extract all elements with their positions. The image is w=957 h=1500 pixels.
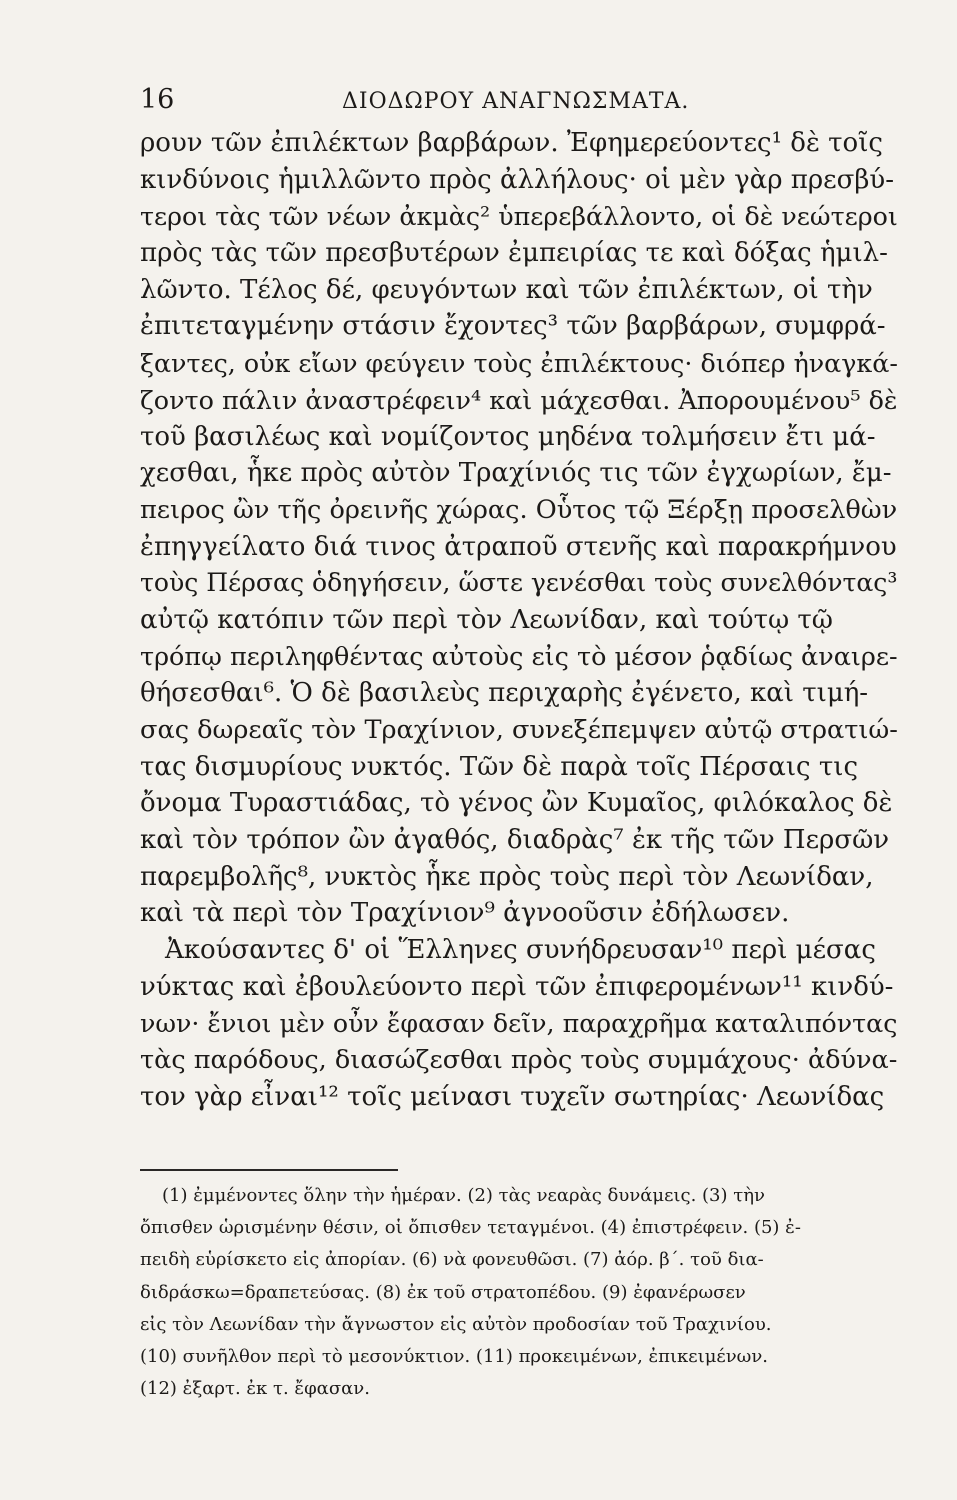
text-line: παρεμβολῆς⁸, νυκτὸς ἧκε πρὸς τοὺς περὶ τὸν Λεωνίδαν,: [140, 861, 874, 892]
paragraph-start-line: Ἀκούσαντες δ' οἱ Ἕλληνες συνήδρευσαν¹⁰ περὶ μέσας: [165, 935, 876, 966]
text-line: πειρος ὢν τῆς ὀρεινῆς χώρας. Οὗτος τῷ Ξέρξῃ προσελθὼν: [140, 494, 898, 525]
text-line: τεροι τὰς τῶν νέων ἀκμὰς² ὑπερεβάλλοντο, οἱ δὲ νεώτεροι: [140, 201, 898, 232]
text-line: νων· ἔνιοι μὲν οὖν ἔφασαν δεῖν, παραχρῆμα καταλιπόντας: [140, 1008, 898, 1038]
footnotes: [140, 1180, 898, 1405]
text-line: ὄνομα Τυραστιάδας, τὸ γένος ὢν Κυμαῖος, φιλόκαλος δὲ: [140, 788, 893, 819]
text-line: τρόπῳ περιληφθέντας αὐτοὺς εἰς τὸ μέσον ῥᾳδίως ἀναιρε-: [140, 641, 898, 672]
text-line: χεσθαι, ἧκε πρὸς αὐτὸν Τραχίνιός τις τῶν ἐγχωρίων, ἔμ-: [140, 458, 892, 489]
text-line: σας δωρεαῖς τὸν Τραχίνιον, συνεξέπεμψεν αὐτῷ στρατιώ-: [140, 715, 898, 745]
text-line: αὐτῷ κατόπιν τῶν περὶ τὸν Λεωνίδαν, καὶ τούτῳ τῷ: [140, 604, 834, 635]
text-line: λῶντο. Τέλος δέ, φευγόντων καὶ τῶν ἐπιλέκτων, οἱ τὴν: [140, 274, 873, 305]
text-line: νύκτας καὶ ἐβουλεύοντο περὶ τῶν ἐπιφερομένων¹¹ κινδύ-: [140, 971, 894, 1002]
text-line: ρουν τῶν ἐπιλέκτων βαρβάρων. Ἐφημερεύοντες¹ δὲ τοῖς: [140, 128, 883, 158]
text-line: καὶ τὸν τρόπον ὢν ἀγαθός, διαδρὰς⁷ ἐκ τῆς τῶν Περσῶν: [140, 825, 890, 856]
footnote-line: ὄπισθεν ὡρισμένην θέσιν, οἱ ὄπισθεν τεταγμένοι. (4) ἐπιστρέφειν. (5) ἐ-: [140, 1217, 801, 1239]
footnote-line: πειδὴ εὑρίσκετο εἰς ἀπορίαν. (6) νὰ φονευθῶσι. (7) ἀόρ. β΄. τοῦ δια-: [140, 1249, 764, 1271]
text-line: ζοντο πάλιν ἀναστρέφειν⁴ καὶ μάχεσθαι. Ἀπορουμένου⁵ δὲ: [140, 384, 898, 415]
text-line: τον γὰρ εἶναι¹² τοῖς μείνασι τυχεῖν σωτηρίας· Λεωνίδας: [140, 1081, 885, 1112]
text-line: ἐπιτεταγμένην στάσιν ἔχοντες³ τῶν βαρβάρων, συμφρά-: [140, 311, 886, 342]
text-line: ἐπηγγείλατο διά τινος ἀτραποῦ στενῆς καὶ παρακρήμνου: [140, 531, 897, 562]
main-text: [140, 125, 898, 1116]
text-line: πρὸς τὰς τῶν πρεσβυτέρων ἐμπειρίας τε καὶ δόξας ἡμιλ-: [140, 238, 888, 269]
running-title: ΔΙΟΔΩΡΟΥ ΑΝΑΓΝΩΣΜΑΤΑ.: [342, 89, 690, 114]
text-line: τοὺς Πέρσας ὁδηγήσειν, ὥστε γενέσθαι τοὺς συνελθόντας³: [140, 568, 898, 598]
footnote-line: διδράσκω=δραπετεύσας. (8) ἐκ τοῦ στρατοπέδου. (9) ἐφανέρωσεν: [140, 1281, 746, 1303]
footnote-divider: [140, 1169, 398, 1171]
footnote-line: (12) ἐξαρτ. ἐκ τ. ἔφασαν.: [140, 1378, 370, 1400]
page-number: 16: [140, 84, 175, 115]
text-line: κινδύνοις ἡμιλλῶντο πρὸς ἀλλήλους· οἱ μὲν γὰρ πρεσβύ-: [140, 164, 894, 195]
footnote-line: (1) ἐμμένοντες ὅλην τὴν ἡμέραν. (2) τὰς νεαρὰς δυνάμεις. (3) τὴν: [162, 1185, 765, 1206]
text-line: τας δισμυρίους νυκτός. Τῶν δὲ παρὰ τοῖς Πέρσαις τις: [140, 751, 859, 782]
text-line: τοῦ βασιλέως καὶ νομίζοντος μηδένα τολμήσειν ἔτι μά-: [140, 421, 876, 452]
text-line: ξαντες, οὐκ εἴων φεύγειν τοὺς ἐπιλέκτους· διόπερ ἠναγκά-: [140, 348, 898, 379]
text-line: θήσεσθαι⁶. Ὁ δὲ βασιλεὺς περιχαρὴς ἐγένετο, καὶ τιμή-: [140, 678, 869, 709]
text-line: τὰς παρόδους, διασώζεσθαι πρὸς τοὺς συμμάχους· ἀδύνα-: [140, 1045, 898, 1076]
page-header: [140, 84, 900, 124]
text-line: καὶ τὰ περὶ τὸν Τραχίνιον⁹ ἀγνοοῦσιν ἐδήλωσεν.: [140, 898, 790, 929]
footnote-line: εἰς τὸν Λεωνίδαν τὴν ἄγνωστον εἰς αὐτὸν προδοσίαν τοῦ Τραχινίου.: [140, 1313, 772, 1335]
footnote-line: (10) συνῆλθον περὶ τὸ μεσονύκτιον. (11) προκειμένων, ἐπικειμένων.: [140, 1345, 768, 1367]
